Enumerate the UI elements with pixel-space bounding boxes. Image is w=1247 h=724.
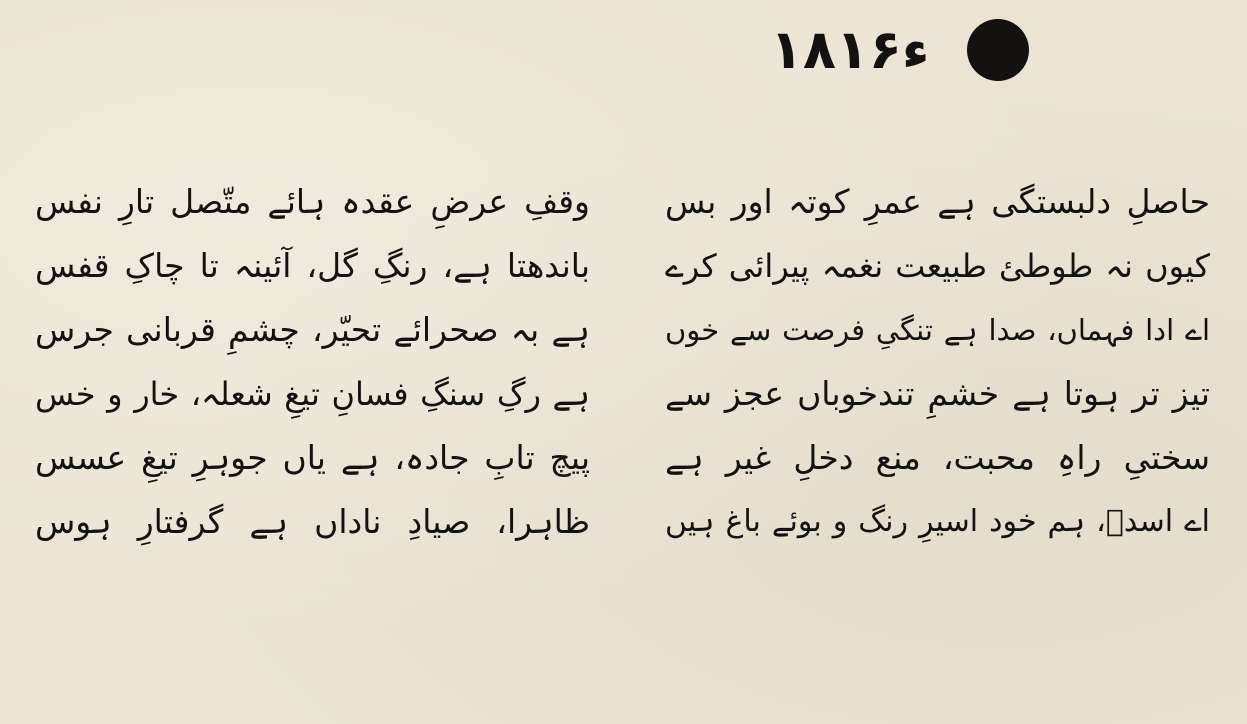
verse-line: حاصلِ دلبستگی ہے عمرِ کوتہ اور بس	[665, 182, 1210, 221]
page-number: ۱۸۱۶ء	[770, 17, 930, 81]
verse-line: ظاہرا، صیادِ ناداں ہے گرفتارِ ہوس	[35, 502, 590, 541]
ornament-dot-icon	[969, 21, 1027, 79]
verse-line: سختیِ راہِ محبت، منع دخلِ غیر ہے	[665, 438, 1210, 477]
page-header	[770, 12, 1100, 87]
verse-line: ہے رگِ سنگِ فسانِ تیغِ شعلہ، خار و خس	[35, 375, 590, 413]
verse-line: تیز تر ہوتا ہے خشمِ تندخوباں عجز سے	[665, 374, 1210, 413]
right-column	[665, 170, 1210, 554]
verse-line: باندھتا ہے، رنگِ گل، آئینہ تا چاکِ قفس	[35, 246, 590, 285]
verse-line: ہے بہ صحرائے تحیّر، چشمِ قربانی جرس	[35, 310, 590, 349]
verse-line: اے اسدؔ، ہم خود اسیرِ رنگ و بوئے باغ ہیں	[665, 504, 1210, 539]
left-column	[35, 170, 590, 554]
verse-line: کیوں نہ طوطئ طبیعت نغمہ پیرائی کرے	[665, 247, 1210, 285]
verse-line: پیچ تابِ جادہ، ہے یاں جوہرِ تیغِ عسس	[35, 438, 590, 477]
verse-line: اے ادا فہماں، صدا ہے تنگیِ فرصت سے خوں	[665, 313, 1210, 347]
verse-line: وقفِ عرضِ عقدہ ہائے متّصل تارِ نفس	[35, 182, 590, 221]
